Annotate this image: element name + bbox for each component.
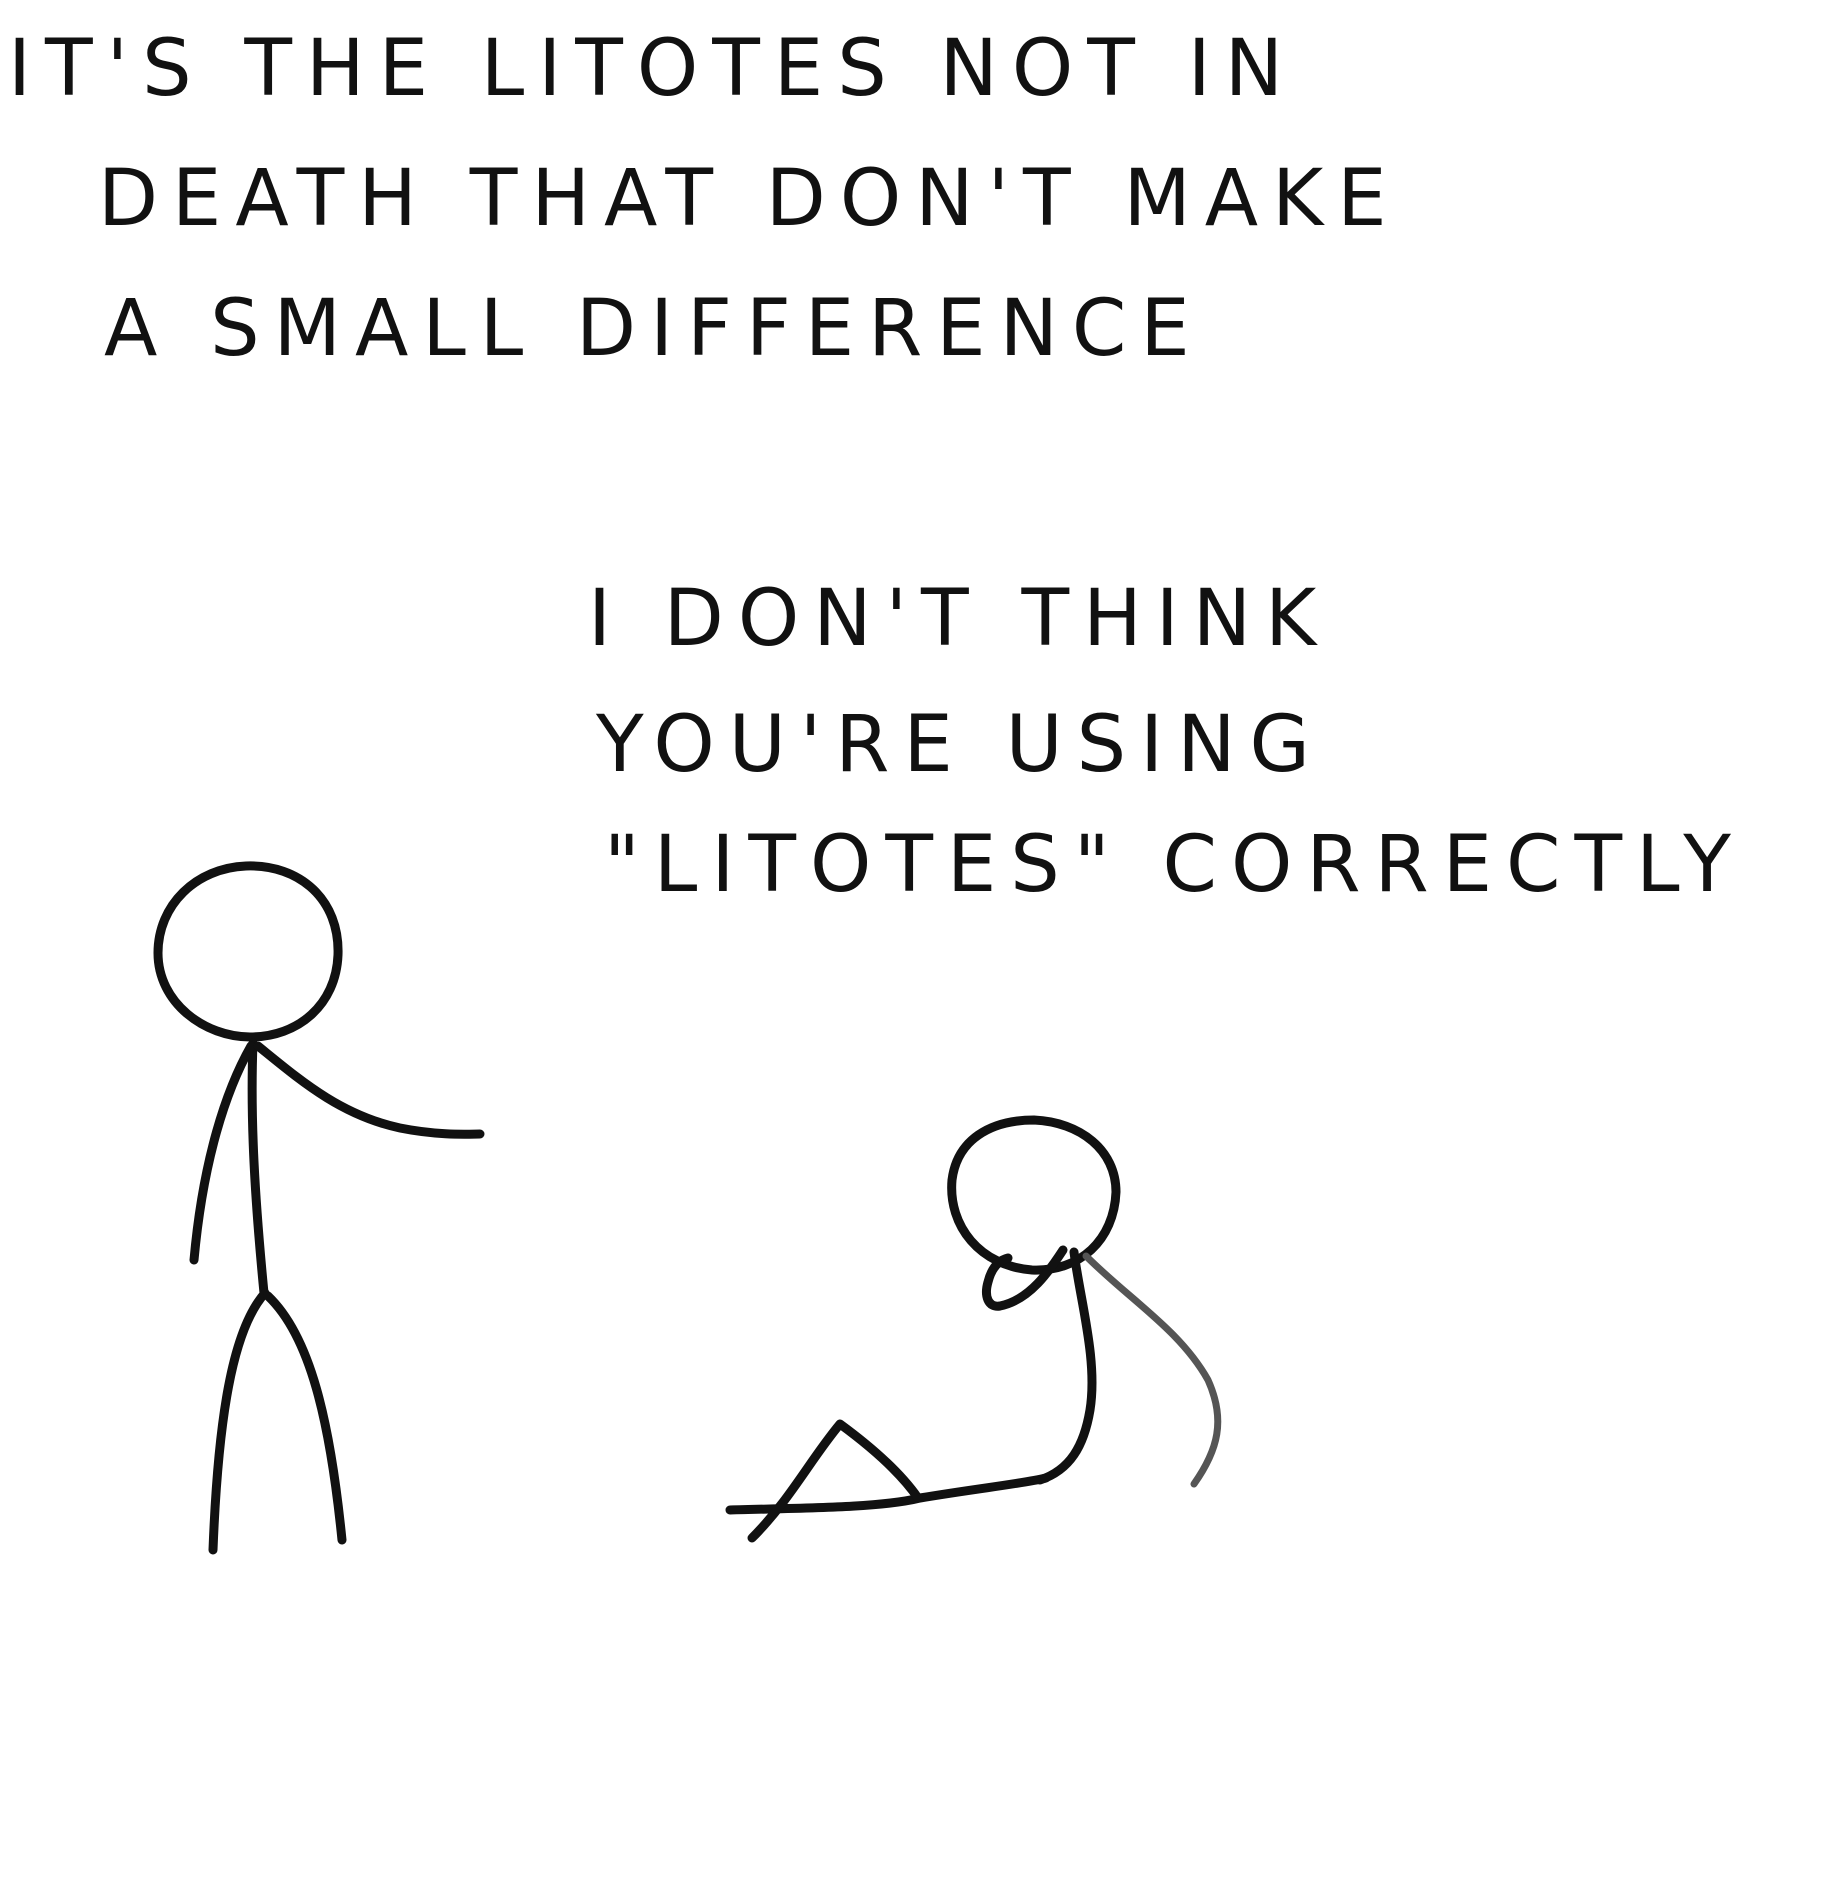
speaker-caption-line-3: A SMALL DIFFERENCE xyxy=(104,284,1204,374)
reclining-figure-raised-knee xyxy=(752,1424,918,1538)
speaker-caption-line-2: DEATH THAT DON'T MAKE xyxy=(98,154,1401,244)
reply-caption-line-2: YOU'RE USING xyxy=(596,700,1324,790)
standing-figure-right-leg xyxy=(268,1296,342,1540)
speaker-caption-line-1: IT'S THE LITOTES NOT IN xyxy=(8,24,1298,114)
standing-figure-torso xyxy=(252,1043,264,1293)
reclining-figure-head xyxy=(952,1120,1116,1270)
reply-caption-line-3: "LITOTES" CORRECTLY xyxy=(604,820,1745,910)
reply-caption-line-1: I DON'T THINK xyxy=(588,574,1331,664)
standing-figure-left-leg xyxy=(213,1293,265,1550)
standing-figure-left-arm xyxy=(194,1046,251,1260)
reclining-figure-shadow-arm xyxy=(1086,1256,1218,1484)
standing-stick-figure xyxy=(158,866,480,1550)
standing-figure-head xyxy=(158,866,338,1037)
reclining-stick-figure xyxy=(730,1120,1218,1538)
reclining-figure-body xyxy=(1040,1252,1092,1480)
standing-figure-right-arm xyxy=(258,1046,480,1134)
reclining-figure-hand xyxy=(987,1250,1064,1306)
